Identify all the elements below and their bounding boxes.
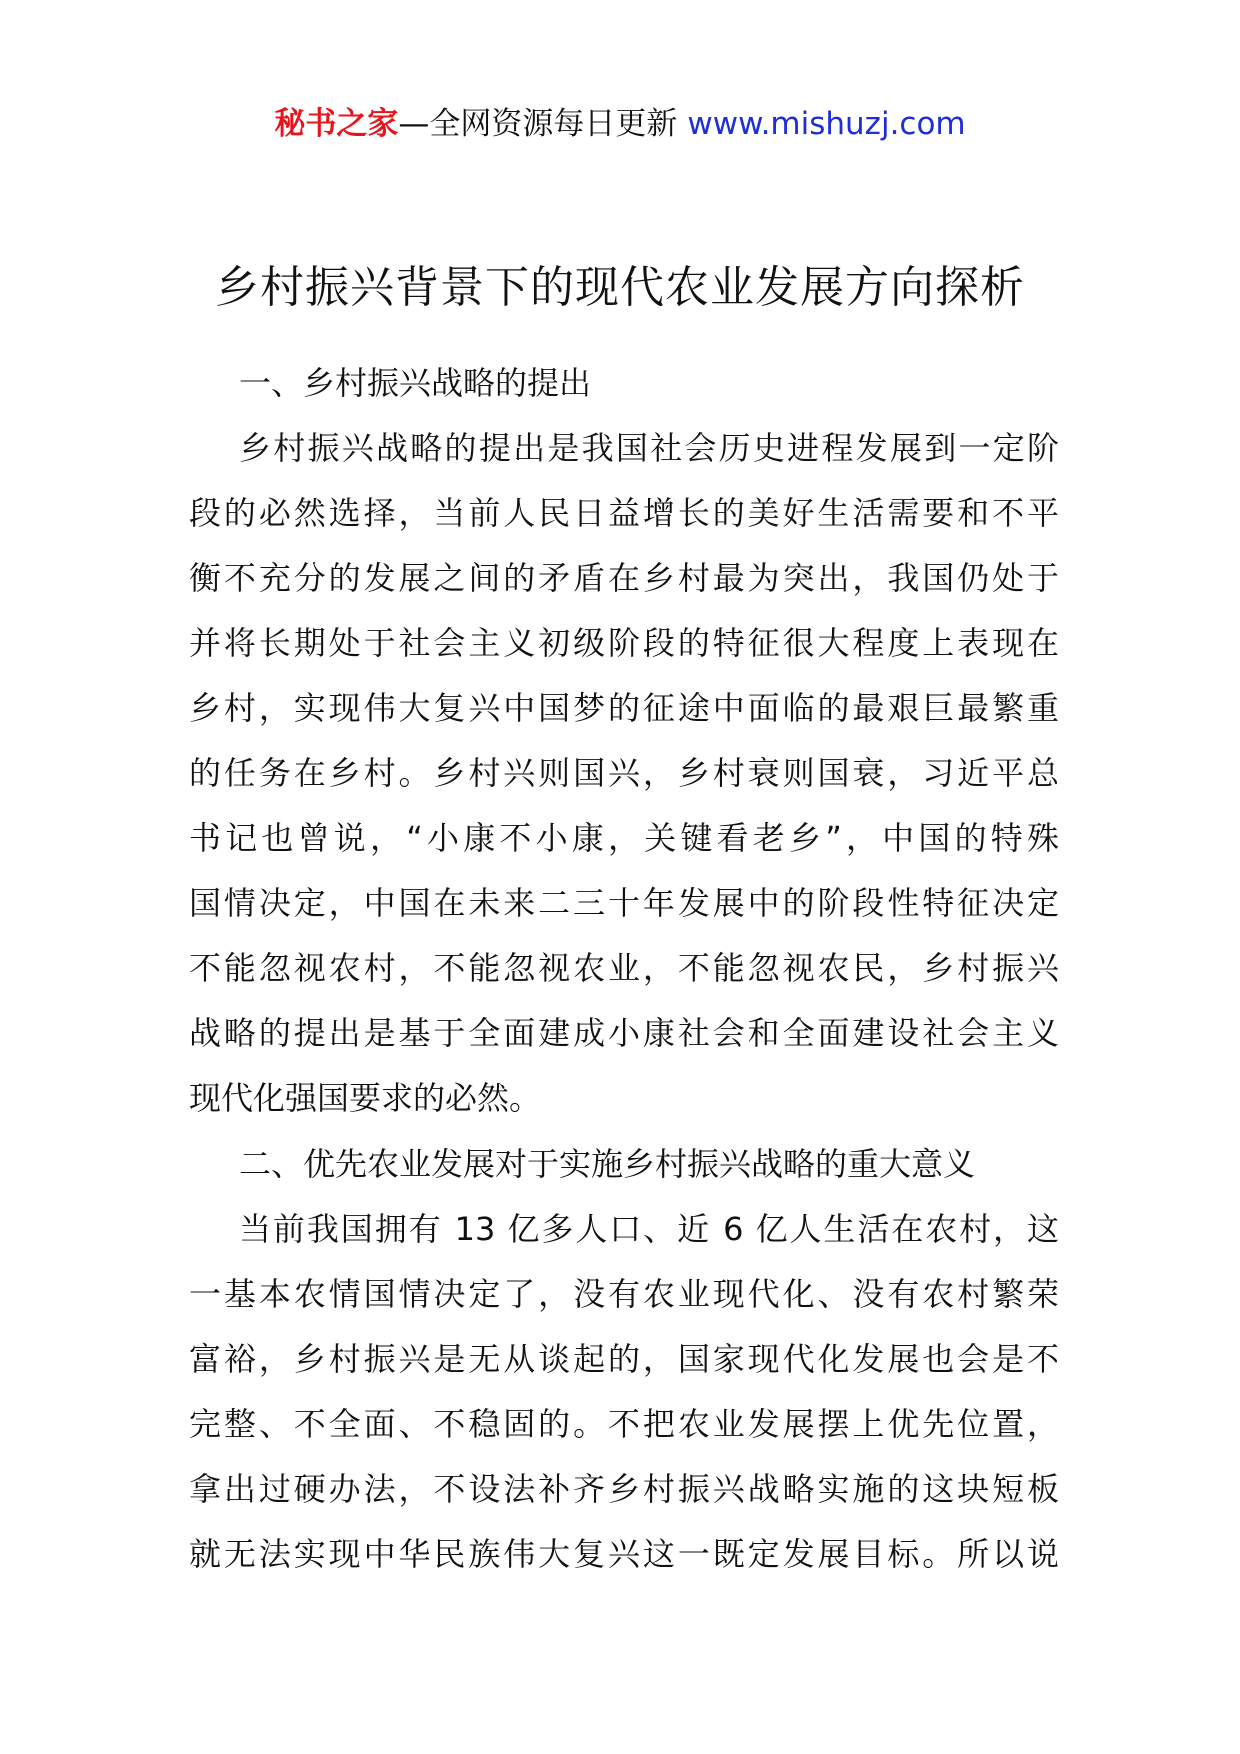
- paragraph-line: 富裕，乡村振兴是无从谈起的，国家现代化发展也会是不: [189, 1340, 1059, 1378]
- paragraph-line: 衡不充分的发展之间的矛盾在乡村最为突出，我国仍处于: [189, 559, 1059, 597]
- section-1-paragraph: [189, 416, 1059, 1131]
- section-heading-text: 一、乡村振兴战略的提出: [239, 364, 592, 402]
- paragraph-line: 拿出过硬办法，不设法补齐乡村振兴战略实施的这块短板: [189, 1470, 1059, 1508]
- site-brand: 秘书之家: [274, 106, 399, 142]
- paragraph-line: 不能忽视农村，不能忽视农业，不能忽视农民，乡村振兴: [189, 949, 1059, 987]
- site-tagline: —全网资源每日更新: [398, 106, 678, 142]
- site-header: [0, 102, 1240, 146]
- paragraph-line: 现代化强国要求的必然。: [189, 1079, 542, 1117]
- paragraph-line: 完整、不全面、不稳固的。不把农业发展摆上优先位置，: [189, 1405, 1059, 1443]
- paragraph-line: 国情决定，中国在未来二三十年发展中的阶段性特征决定: [189, 884, 1059, 922]
- paragraph-line: 书记也曾说，“小康不小康，关键看老乡”，中国的特殊: [189, 819, 1059, 857]
- section-2-paragraph: [189, 1197, 1059, 1587]
- section-heading-1: [189, 351, 1059, 416]
- paragraph-line: 战略的提出是基于全面建成小康社会和全面建设社会主义: [189, 1014, 1059, 1052]
- document-title: 乡村振兴背景下的现代农业发展方向探析: [215, 262, 1025, 313]
- paragraph-line: 就无法实现中华民族伟大复兴这一既定发展目标。所以说: [189, 1535, 1059, 1573]
- paragraph-line: 乡村振兴战略的提出是我国社会历史进程发展到一定阶: [239, 429, 1059, 467]
- paragraph-line: 当前我国拥有 13 亿多人口、近 6 亿人生活在农村，这: [239, 1210, 1059, 1248]
- paragraph-line: 的任务在乡村。乡村兴则国兴，乡村衰则国衰，习近平总: [189, 754, 1059, 792]
- section-heading-2: [189, 1132, 1059, 1197]
- paragraph-line: 一基本农情国情决定了，没有农业现代化、没有农村繁荣: [189, 1275, 1059, 1313]
- paragraph-line: 段的必然选择，当前人民日益增长的美好生活需要和不平: [189, 494, 1059, 532]
- paragraph-line: 并将长期处于社会主义初级阶段的特征很大程度上表现在: [189, 624, 1059, 662]
- paragraph-line: 乡村，实现伟大复兴中国梦的征途中面临的最艰巨最繁重: [189, 689, 1059, 727]
- section-heading-text: 二、优先农业发展对于实施乡村振兴战略的重大意义: [239, 1145, 976, 1183]
- site-url-link[interactable]: www.mishuzj.com: [687, 106, 966, 142]
